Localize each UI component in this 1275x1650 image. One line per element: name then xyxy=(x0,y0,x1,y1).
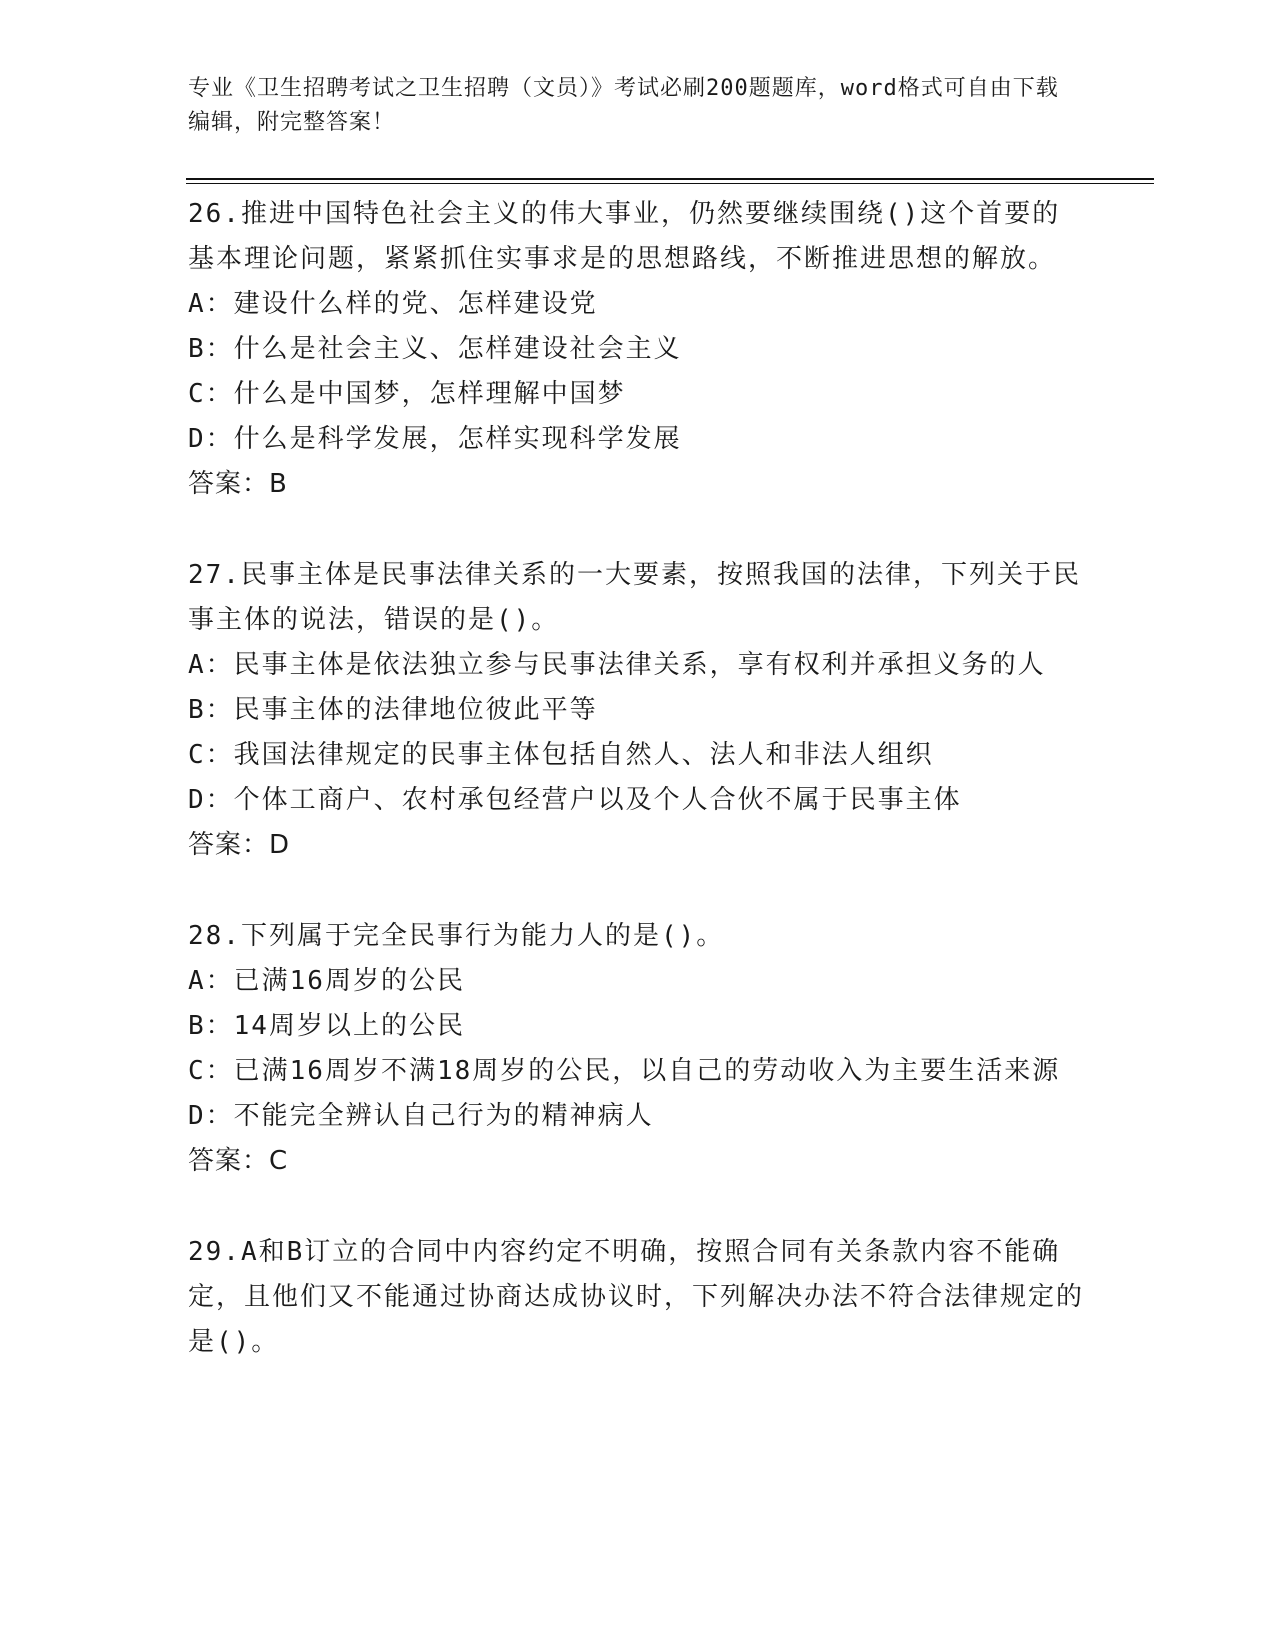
header-text: 专业《卫生招聘考试之卫生招聘（文员）》考试必刷200题题库，word格式可自由下载编辑，附完整答案！ xyxy=(188,76,1059,135)
question-29 xyxy=(188,1230,1088,1365)
option-b: B：民事主体的法律地位彼此平等 xyxy=(188,695,598,725)
answer: 答案：B xyxy=(188,469,288,499)
question-list xyxy=(188,192,1088,1411)
option-a: A：民事主体是依法独立参与民事法律关系，享有权利并承担义务的人 xyxy=(188,650,1046,680)
option-b: B：14周岁以上的公民 xyxy=(188,1011,465,1041)
document-header xyxy=(188,72,1068,140)
option-a: A：建设什么样的党、怎样建设党 xyxy=(188,289,598,319)
question-27 xyxy=(188,553,1088,868)
option-a: A：已满16周岁的公民 xyxy=(188,966,465,996)
question-26 xyxy=(188,192,1088,507)
option-d: D：不能完全辨认自己行为的精神病人 xyxy=(188,1101,654,1131)
question-stem: 26.推进中国特色社会主义的伟大事业，仍然要继续围绕()这个首要的基本理论问题，紧紧抓住实事求是的思想路线，不断推进思想的解放。 xyxy=(188,199,1061,274)
option-d: D：个体工商户、农村承包经营户以及个人合伙不属于民事主体 xyxy=(188,785,962,815)
option-d: D：什么是科学发展，怎样实现科学发展 xyxy=(188,424,682,454)
option-c: C：什么是中国梦，怎样理解中国梦 xyxy=(188,379,626,409)
header-divider-thick xyxy=(186,178,1154,180)
option-c: C：已满16周岁不满18周岁的公民，以自己的劳动收入为主要生活来源 xyxy=(188,1056,1061,1086)
question-stem: 27.民事主体是民事法律关系的一大要素，按照我国的法律，下列关于民事主体的说法，错误的是()。 xyxy=(188,560,1081,635)
option-c: C：我国法律规定的民事主体包括自然人、法人和非法人组织 xyxy=(188,740,934,770)
option-b: B：什么是社会主义、怎样建设社会主义 xyxy=(188,334,682,364)
answer: 答案：C xyxy=(188,1146,289,1176)
header-divider-thin xyxy=(186,183,1154,184)
question-28 xyxy=(188,914,1088,1184)
question-stem: 29.A和B订立的合同中内容约定不明确，按照合同有关条款内容不能确定，且他们又不能通过协商达成协议时，下列解决办法不符合法律规定的是()。 xyxy=(188,1237,1085,1357)
answer: 答案：D xyxy=(188,830,291,860)
question-stem: 28.下列属于完全民事行为能力人的是()。 xyxy=(188,921,725,951)
